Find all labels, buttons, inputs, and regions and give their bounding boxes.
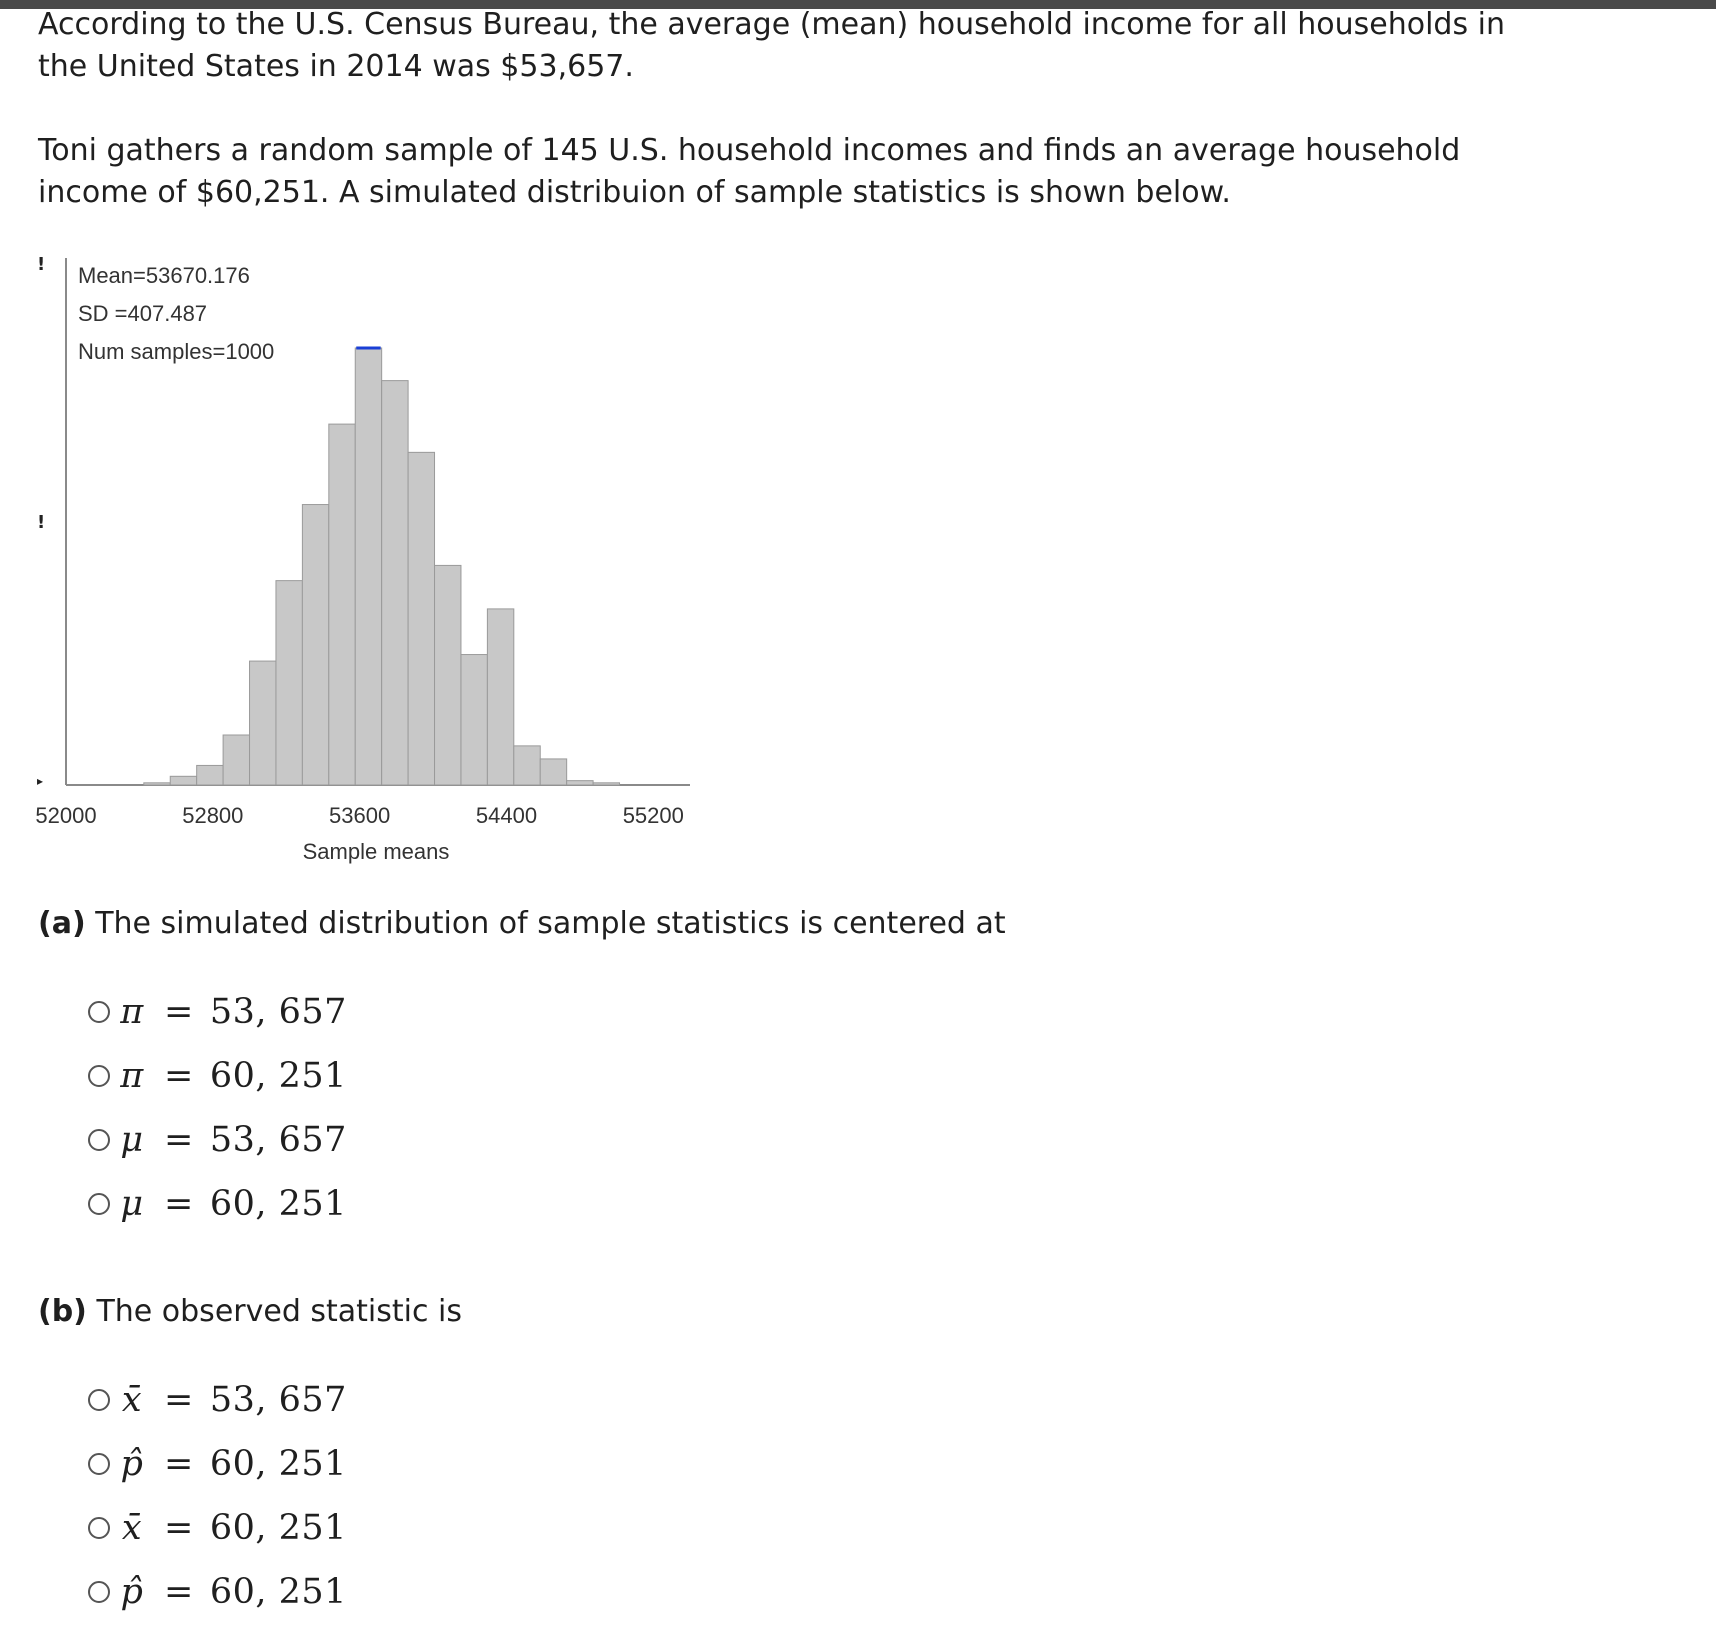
equals-sign: = xyxy=(164,1184,194,1224)
radio-button[interactable] xyxy=(88,1193,110,1215)
intro-paragraph-1: According to the U.S. Census Bureau, the average (mean) household income for all households in the United States in 2014 was $53,657. xyxy=(38,7,1505,84)
histogram-bar xyxy=(223,735,249,785)
question-b-label: (b) xyxy=(38,1294,87,1329)
option-a-4[interactable] xyxy=(88,1172,347,1236)
option-label xyxy=(116,992,347,1032)
option-symbol: x̄ xyxy=(121,1508,143,1548)
x-tick-label: 52000 xyxy=(35,803,97,828)
histogram-bars xyxy=(144,348,620,785)
option-label xyxy=(116,1184,347,1224)
question-b xyxy=(38,1292,462,1332)
equals-sign: = xyxy=(164,1508,194,1548)
intro-paragraph-2: Toni gathers a random sample of 145 U.S. household incomes and finds an average household income of $60,251. A simulated distribuion of sample statistics is shown below. xyxy=(38,133,1461,210)
radio-button[interactable] xyxy=(88,1581,110,1603)
option-value: 60, 251 xyxy=(209,1056,347,1096)
option-value: 53, 657 xyxy=(209,1120,347,1160)
option-symbol: μ xyxy=(120,1120,144,1160)
option-label xyxy=(116,1444,347,1484)
dot-marker: ! xyxy=(37,254,46,275)
option-b-4[interactable] xyxy=(88,1560,347,1624)
histogram-bar xyxy=(593,783,619,785)
histogram-bar xyxy=(435,565,461,785)
histogram-bar xyxy=(302,505,328,785)
x-tick-label: 52800 xyxy=(182,803,244,828)
radio-button[interactable] xyxy=(88,1389,110,1411)
option-label xyxy=(116,1572,347,1612)
histogram-bar xyxy=(487,609,513,785)
dot-marker: ! xyxy=(37,512,46,533)
option-label xyxy=(116,1056,347,1096)
x-tick-labels xyxy=(35,803,683,828)
histogram-bar xyxy=(355,348,381,785)
option-symbol: μ xyxy=(120,1184,144,1224)
radio-button[interactable] xyxy=(88,1001,110,1023)
histogram-bar xyxy=(250,661,276,785)
histogram-bar xyxy=(329,424,355,785)
option-value: 60, 251 xyxy=(209,1444,347,1484)
x-tick-label: 55200 xyxy=(622,803,684,828)
option-a-3[interactable] xyxy=(88,1108,347,1172)
stat-mean: Mean=53670.176 xyxy=(78,263,250,288)
stat-num-samples: Num samples=1000 xyxy=(78,339,275,364)
x-axis-label: Sample means xyxy=(302,839,450,864)
equals-sign: = xyxy=(164,1056,194,1096)
option-b-3[interactable] xyxy=(88,1496,347,1560)
option-symbol: p̂ xyxy=(120,1572,144,1612)
question-a-label: (a) xyxy=(38,906,86,941)
option-b-1[interactable] xyxy=(88,1368,347,1432)
histogram-bar xyxy=(461,655,487,785)
question-a-options xyxy=(88,980,347,1236)
option-value: 60, 251 xyxy=(209,1508,347,1548)
sample-means-histogram xyxy=(30,250,700,874)
question-a-text: The simulated distribution of sample statistics is centered at xyxy=(95,906,1006,941)
x-tick-label: 53600 xyxy=(329,803,391,828)
histogram-bar xyxy=(170,776,196,785)
option-a-2[interactable] xyxy=(88,1044,347,1108)
option-value: 53, 657 xyxy=(209,1380,347,1420)
question-b-options xyxy=(88,1368,347,1624)
option-b-2[interactable] xyxy=(88,1432,347,1496)
histogram-bar xyxy=(514,746,540,785)
question-a xyxy=(38,904,1006,944)
equals-sign: = xyxy=(164,1572,194,1612)
histogram-bar xyxy=(197,765,223,785)
option-value: 53, 657 xyxy=(209,992,347,1032)
option-a-1[interactable] xyxy=(88,980,347,1044)
radio-button[interactable] xyxy=(88,1453,110,1475)
option-symbol: π xyxy=(120,1056,144,1096)
histogram-bar xyxy=(276,581,302,785)
radio-button[interactable] xyxy=(88,1517,110,1539)
option-label xyxy=(116,1120,347,1160)
option-value: 60, 251 xyxy=(209,1572,347,1612)
equals-sign: = xyxy=(164,992,194,1032)
dot-marker: ▸ xyxy=(37,774,44,788)
equals-sign: = xyxy=(164,1444,194,1484)
stat-sd: SD =407.487 xyxy=(78,301,208,326)
histogram-bar xyxy=(382,381,408,785)
histogram-bar xyxy=(144,783,170,785)
option-value: 60, 251 xyxy=(209,1184,347,1224)
radio-button[interactable] xyxy=(88,1065,110,1087)
question-b-text: The observed statistic is xyxy=(96,1294,462,1329)
radio-button[interactable] xyxy=(88,1129,110,1151)
histogram-bar xyxy=(408,452,434,785)
option-label xyxy=(116,1508,347,1548)
option-symbol: p̂ xyxy=(120,1444,144,1484)
equals-sign: = xyxy=(164,1120,194,1160)
x-tick-label: 54400 xyxy=(475,803,538,828)
histogram-bar xyxy=(567,781,593,785)
option-symbol: x̄ xyxy=(121,1380,143,1420)
option-symbol: π xyxy=(120,992,144,1032)
equals-sign: = xyxy=(164,1380,194,1420)
histogram-bar xyxy=(540,759,566,785)
option-label xyxy=(116,1380,347,1420)
